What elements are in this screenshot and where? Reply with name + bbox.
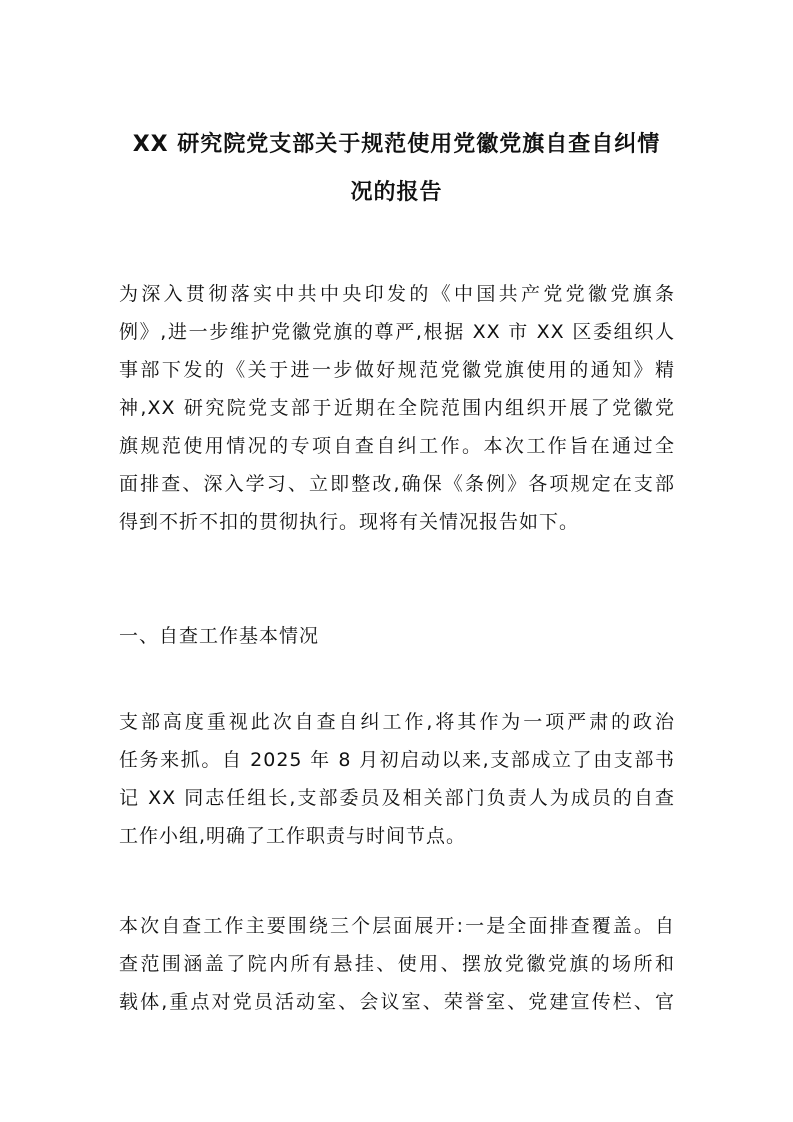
paragraph-line: 任务来抓。自 2025 年 8 月初启动以来,支部成立了由支部书 <box>119 749 675 771</box>
section-paragraph-2 <box>119 917 675 1031</box>
paragraph-line: 本次自查工作主要围绕三个层面展开:一是全面排查覆盖。自 <box>119 915 675 937</box>
paragraph-line: 支部高度重视此次自查自纠工作,将其作为一项严肃的政治 <box>119 711 675 733</box>
document-title-line-2: 况的报告 <box>350 180 443 205</box>
paragraph-line: 例》,进一步维护党徽党旗的尊严,根据 XX 市 XX 区委组织人 <box>119 321 675 343</box>
document-title-line-1: XX 研究院党支部关于规范使用党徽党旗自查自纠情 <box>132 132 661 157</box>
section-paragraph-1 <box>119 713 675 865</box>
section-heading-text: 一、自查工作基本情况 <box>119 625 320 647</box>
paragraph-line: 为深入贯彻落实中共中央印发的《中国共产党党徽党旗条 <box>119 283 675 305</box>
paragraph-line: 载体,重点对党员活动室、会议室、荣誉室、党建宣传栏、官 <box>119 991 675 1013</box>
paragraph-line: 面排查、深入学习、立即整改,确保《条例》各项规定在支部 <box>119 473 675 495</box>
paragraph-line: 事部下发的《关于进一步做好规范党徽党旗使用的通知》精 <box>119 359 675 381</box>
paragraph-line: 神,XX 研究院党支部于近期在全院范围内组织开展了党徽党 <box>119 397 675 419</box>
intro-paragraph <box>119 285 675 551</box>
paragraph-line: 记 XX 同志任组长,支部委员及相关部门负责人为成员的自查 <box>119 787 675 809</box>
paragraph-line: 工作小组,明确了工作职责与时间节点。 <box>119 825 467 847</box>
paragraph-line: 旗规范使用情况的专项自查自纠工作。本次工作旨在通过全 <box>119 435 675 457</box>
paragraph-line: 得到不折不扣的贯彻执行。现将有关情况报告如下。 <box>119 511 580 533</box>
section-heading <box>119 627 675 665</box>
paragraph-line: 查范围涵盖了院内所有悬挂、使用、摆放党徽党旗的场所和 <box>119 953 675 975</box>
